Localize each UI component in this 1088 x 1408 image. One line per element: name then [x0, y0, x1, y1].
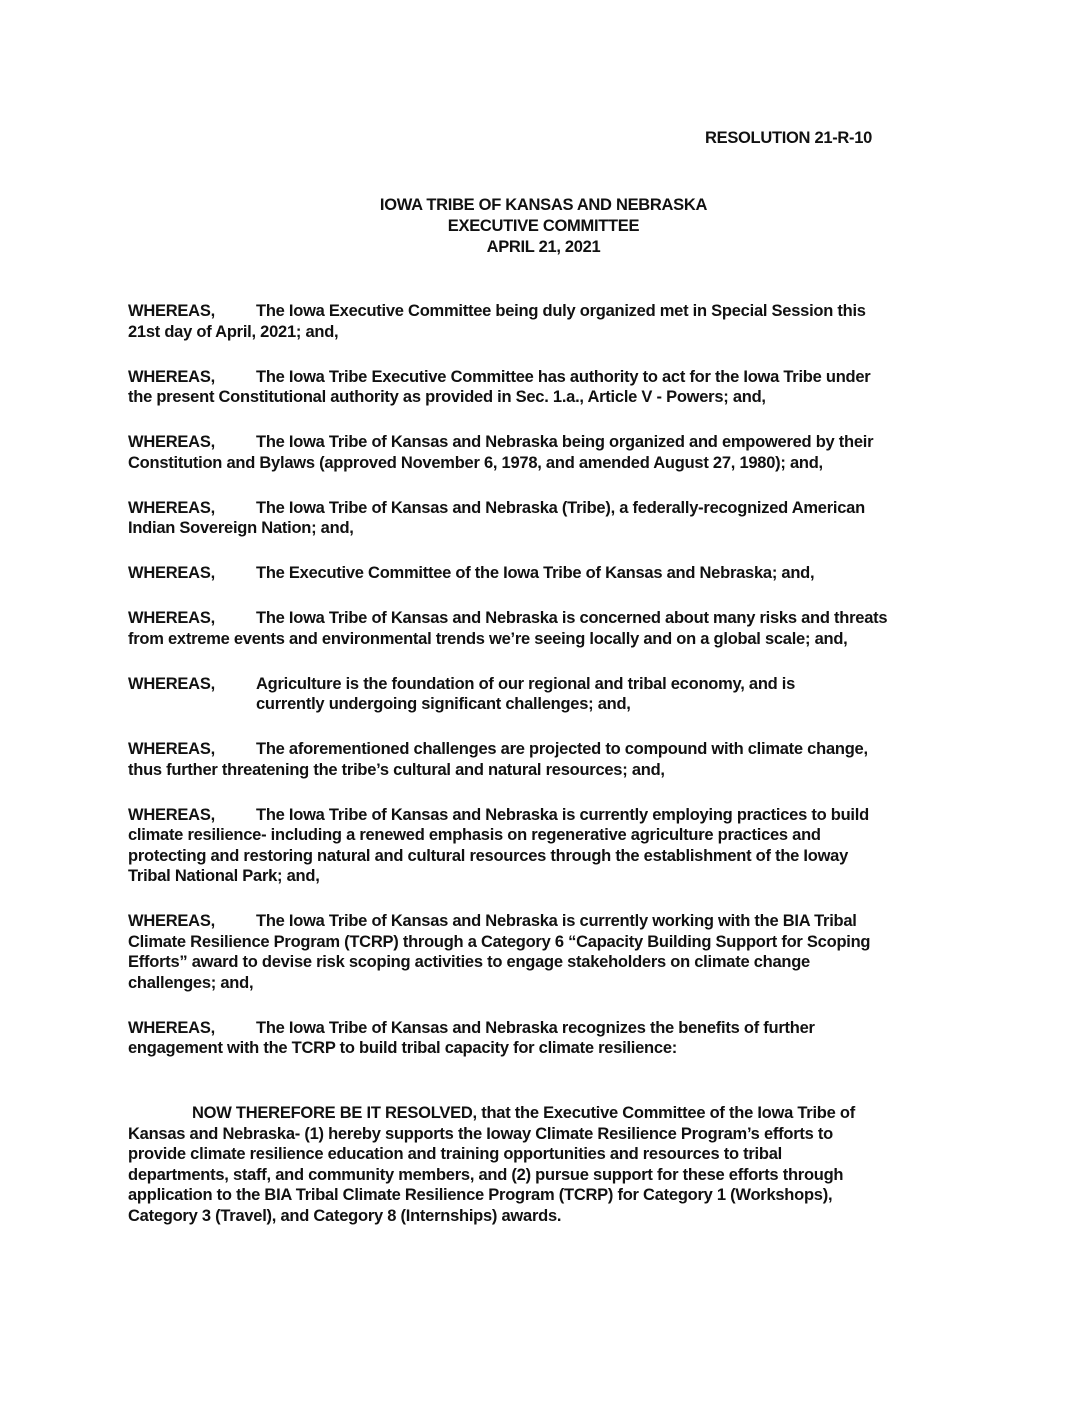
- whereas-clause: [128, 739, 968, 780]
- whereas-label: WHEREAS,: [128, 367, 215, 386]
- clause-line: [128, 563, 968, 584]
- whereas-label: WHEREAS,: [128, 912, 215, 930]
- clause-line: thus further threatening the tribe’s cultural and natural resources; and,: [128, 760, 665, 779]
- whereas-label: WHEREAS,: [128, 302, 215, 320]
- clause-line: engagement with the TCRP to build tribal capacity for climate resilience:: [128, 1039, 677, 1057]
- whereas-clause: [128, 432, 968, 473]
- whereas-clause: [128, 563, 968, 584]
- clause-line: [128, 739, 968, 760]
- clause-line: from extreme events and environmental trends we’re seeing locally and on a global scale; and,: [128, 629, 848, 648]
- clause-line: [128, 432, 968, 453]
- clause-text: The Iowa Tribe Executive Committee has authority to act for the Iowa Tribe under: [256, 367, 871, 386]
- clause-line: [128, 498, 968, 519]
- whereas-clause: [128, 805, 968, 887]
- clause-line: 21st day of April, 2021; and,: [128, 322, 339, 341]
- whereas-clause: [128, 367, 968, 408]
- clause-text: The Executive Committee of the Iowa Tribe of Kansas and Nebraska; and,: [256, 564, 815, 582]
- clause-line: [128, 674, 968, 695]
- whereas-label: WHEREAS,: [128, 564, 215, 582]
- clause-line: currently undergoing significant challenges; and,: [256, 695, 631, 713]
- clause-line: Climate Resilience Program (TCRP) through a Category 6 “Capacity Building Support for Scoping: [128, 932, 871, 951]
- clause-line: challenges; and,: [128, 973, 254, 992]
- whereas-label: WHEREAS,: [128, 609, 215, 627]
- clause-line: climate resilience- including a renewed emphasis on regenerative agriculture practices and: [128, 826, 821, 844]
- resolved-line: NOW THEREFORE BE IT RESOLVED, that the Executive Committee of the Iowa Tribe of: [192, 1104, 855, 1122]
- resolved-line: Category 3 (Travel), and Category 8 (Internships) awards.: [128, 1206, 562, 1225]
- clause-text: The Iowa Tribe of Kansas and Nebraska is concerned about many risks and threats: [256, 609, 888, 627]
- whereas-label: WHEREAS,: [128, 740, 215, 758]
- clause-line: [128, 608, 968, 629]
- clause-text: The Iowa Tribe of Kansas and Nebraska is currently employing practices to build: [256, 805, 869, 824]
- resolution-number: RESOLUTION 21-R-10: [705, 129, 872, 147]
- clause-text: The Iowa Tribe of Kansas and Nebraska (Tribe), a federally-recognized American: [256, 498, 865, 517]
- clause-text: The Iowa Executive Committee being duly organized met in Special Session this: [256, 302, 866, 320]
- whereas-clause: [128, 1018, 968, 1059]
- whereas-clauses: [128, 301, 968, 1083]
- whereas-label: WHEREAS,: [128, 433, 215, 451]
- clause-text: The aforementioned challenges are projected to compound with climate change,: [256, 740, 868, 758]
- clause-line: Constitution and Bylaws (approved November 6, 1978, and amended August 27, 1980); and,: [128, 453, 823, 472]
- resolved-clause: [128, 1103, 968, 1226]
- clause-line: the present Constitutional authority as provided in Sec. 1.a., Article V - Powers; and,: [128, 388, 766, 406]
- clause-line: [128, 301, 968, 322]
- whereas-clause: [128, 674, 968, 715]
- clause-line: [128, 805, 968, 826]
- whereas-label: WHEREAS,: [128, 498, 215, 517]
- document-heading: [0, 195, 1088, 258]
- resolved-line: application to the BIA Tribal Climate Resilience Program (TCRP) for Category 1 (Workshops),: [128, 1186, 833, 1204]
- whereas-label: WHEREAS,: [128, 674, 215, 693]
- whereas-clause: [128, 608, 968, 649]
- clause-line: [128, 367, 968, 388]
- heading-body: EXECUTIVE COMMITTEE: [447, 217, 640, 235]
- clause-text: The Iowa Tribe of Kansas and Nebraska is currently working with the BIA Tribal: [256, 912, 857, 930]
- clause-line: Indian Sovereign Nation; and,: [128, 519, 354, 537]
- heading-organization: IOWA TRIBE OF KANSAS AND NEBRASKA: [379, 196, 708, 214]
- clause-line: [128, 1018, 968, 1039]
- clause-text: Agriculture is the foundation of our regional and tribal economy, and is: [256, 674, 796, 693]
- clause-line: [128, 911, 968, 932]
- clause-text: The Iowa Tribe of Kansas and Nebraska being organized and empowered by their: [256, 433, 874, 451]
- whereas-clause: [128, 498, 968, 539]
- whereas-clause: [128, 301, 968, 342]
- resolved-line: Kansas and Nebraska- (1) hereby supports the Ioway Climate Resilience Program’s efforts to: [128, 1124, 833, 1143]
- heading-date: APRIL 21, 2021: [486, 238, 601, 256]
- clause-text: The Iowa Tribe of Kansas and Nebraska recognizes the benefits of further: [256, 1018, 815, 1037]
- clause-line: Tribal National Park; and,: [128, 867, 320, 885]
- clause-line: protecting and restoring natural and cultural resources through the establishment of the Ioway: [128, 846, 849, 865]
- resolved-line: departments, staff, and community members, and (2) pursue support for these efforts through: [128, 1165, 844, 1184]
- resolved-line: provide climate resilience education and training opportunities and resources to tribal: [128, 1145, 782, 1163]
- clause-line: Efforts” award to devise risk scoping activities to engage stakeholders on climate change: [128, 953, 810, 971]
- whereas-label: WHEREAS,: [128, 805, 215, 824]
- whereas-label: WHEREAS,: [128, 1018, 215, 1037]
- whereas-clause: [128, 911, 968, 993]
